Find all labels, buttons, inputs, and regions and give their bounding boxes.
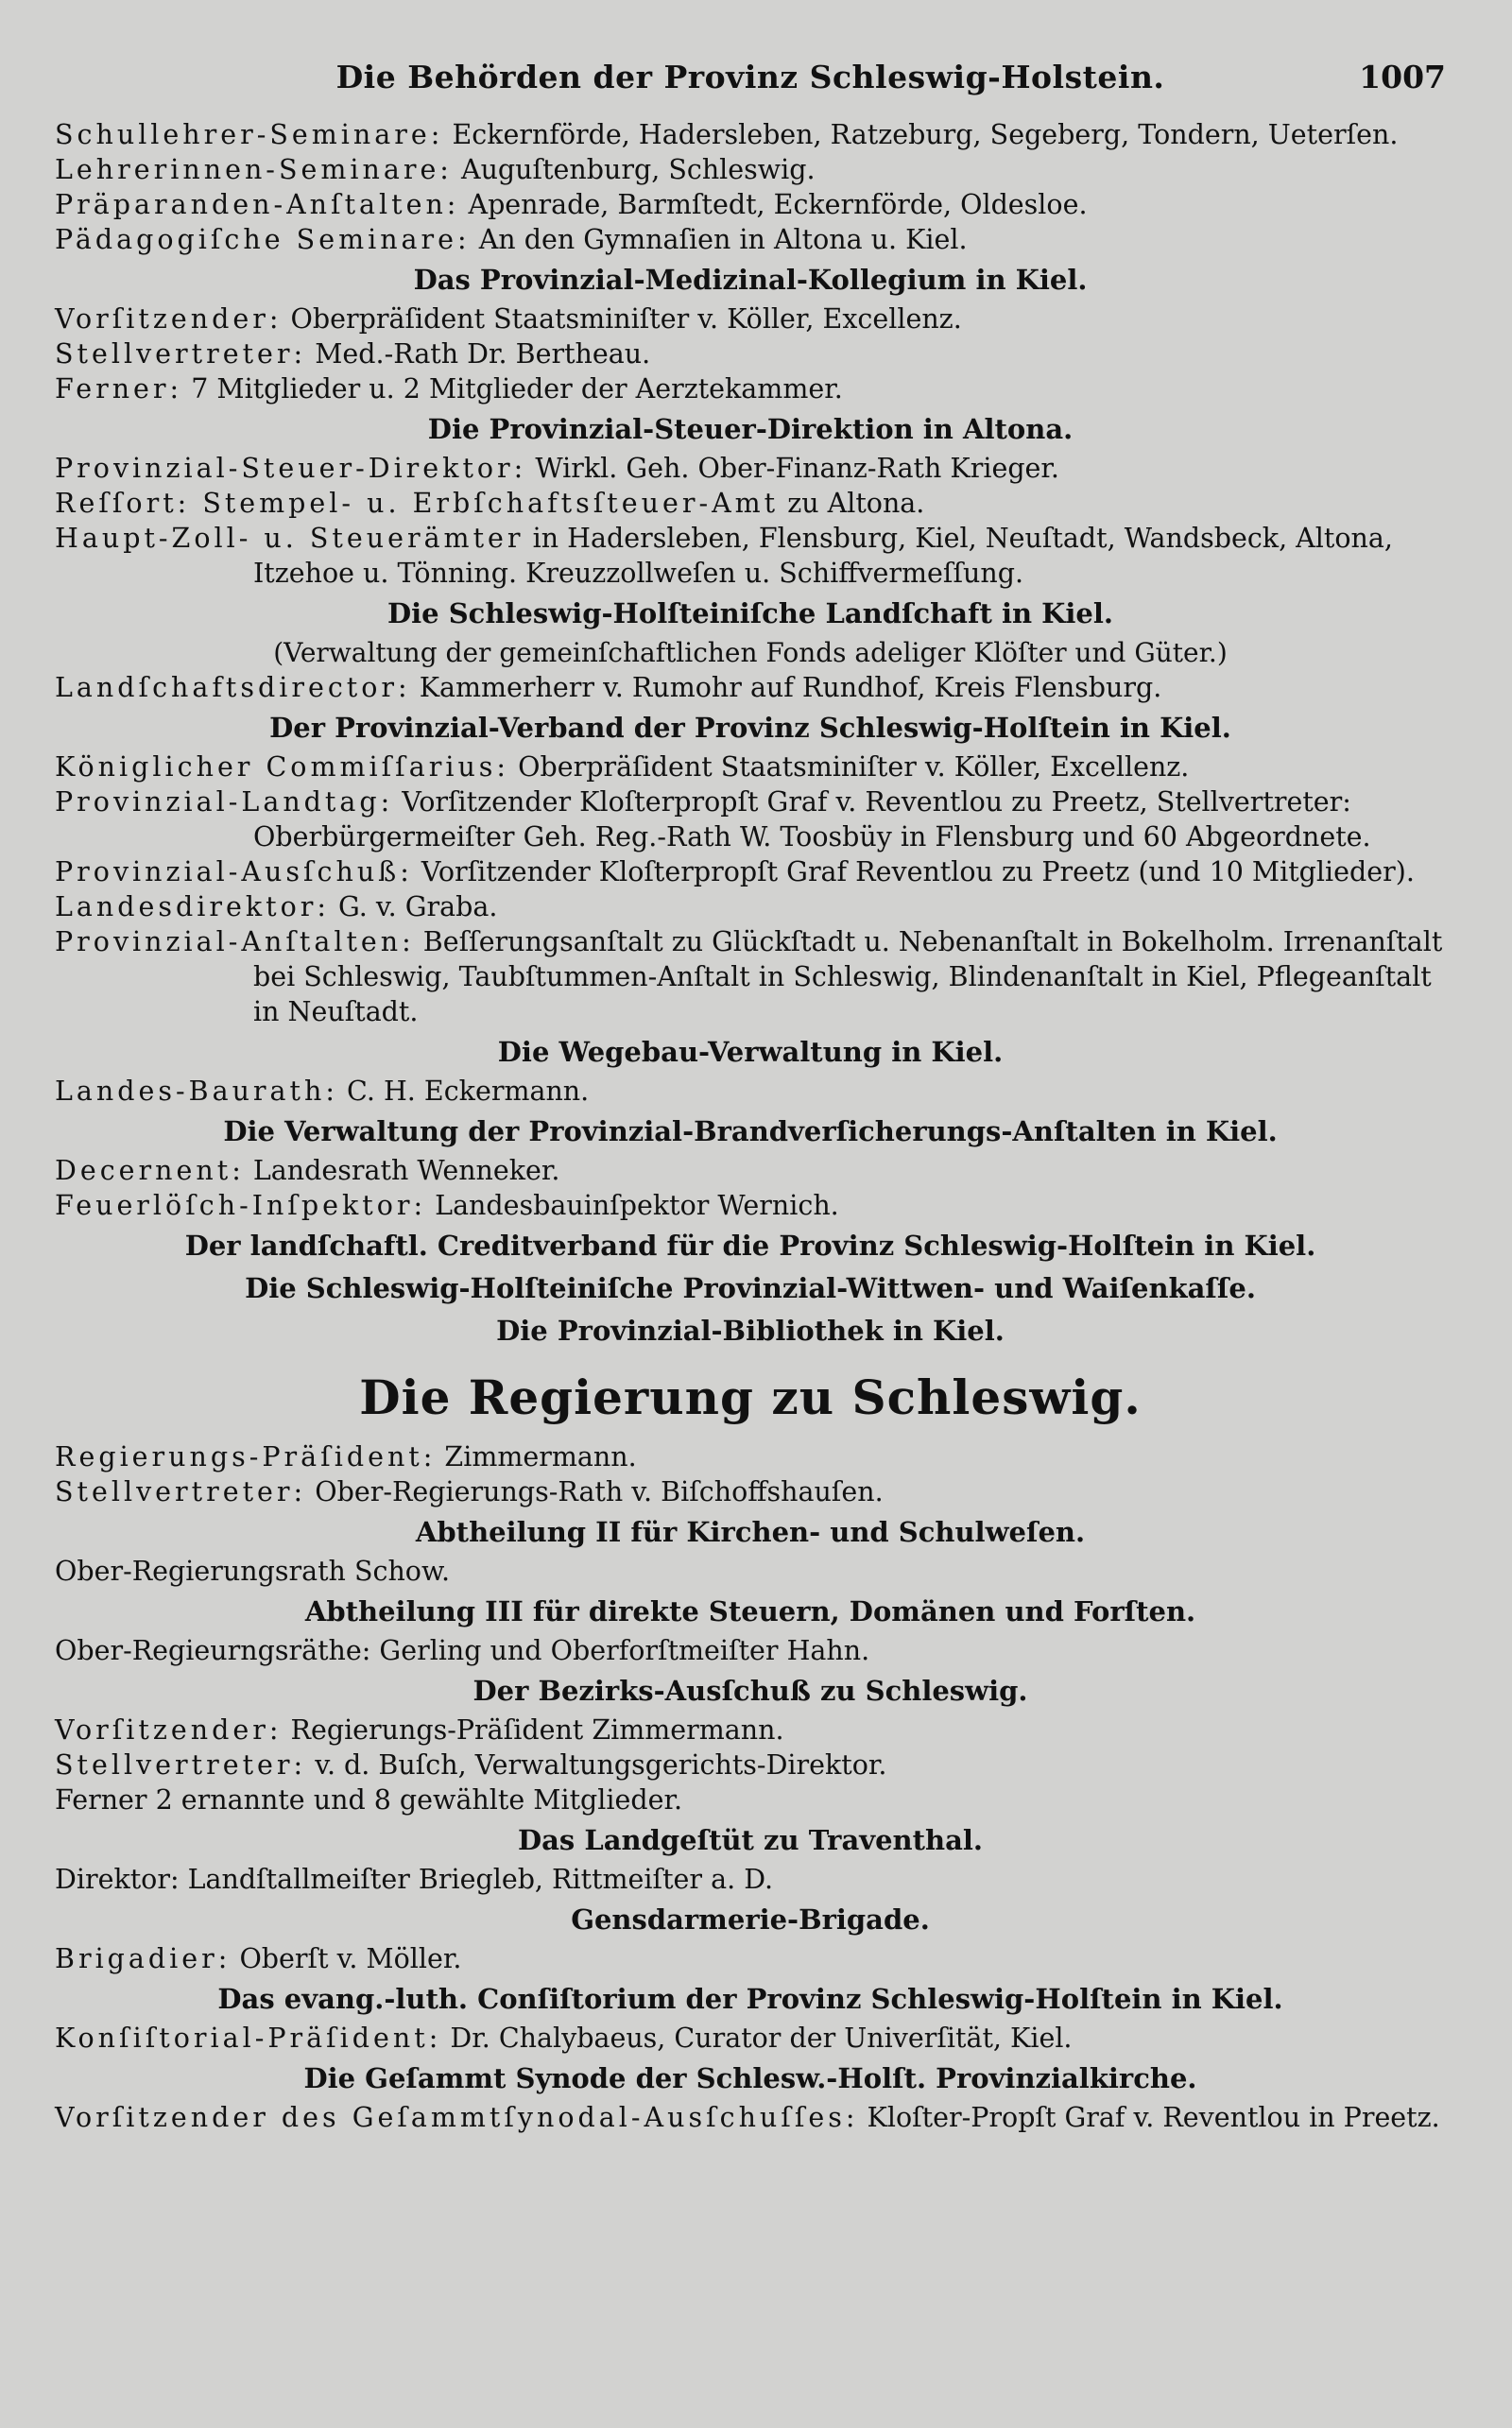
entry <box>55 784 1446 854</box>
entry <box>55 1782 1446 1817</box>
entry-label: Provinzial-Ausſchuß: <box>55 856 413 887</box>
section-heading: Die Geſammt Synode der Schlesw.-Holſt. Provinzialkirche. <box>303 2062 1197 2094</box>
entry <box>55 451 1446 486</box>
entry-label: Haupt-Zoll- u. Steuerämter <box>55 523 524 554</box>
entry-label: Vorſitzender: <box>55 303 283 335</box>
section-heading: Die Provinzial-Steuer-Direktion in Altona. <box>427 413 1074 445</box>
entry <box>55 1474 1446 1509</box>
section-heading: Der landſchaftl. Creditverband für die Provinz Schleswig-Holſtein in Kiel. <box>184 1230 1316 1262</box>
entry <box>55 521 1446 591</box>
section-heading: Der Provinzial-Verband der Provinz Schleswig-Holſtein in Kiel. <box>269 712 1231 744</box>
section-heading: Abtheilung II für Kirchen- und Schulweſen. <box>415 1516 1086 1548</box>
entry-label: Lehrerinnen-Seminare: <box>55 154 453 185</box>
section-heading: Die Provinzial-Bibliothek in Kiel. <box>496 1315 1005 1347</box>
entry-text: Landesbauinſpektor Wernich. <box>435 1190 839 1221</box>
entry-label: Pädagogiſche Seminare: <box>55 224 471 255</box>
page-header <box>55 59 1446 112</box>
entry-label: Stellvertreter: <box>55 1749 307 1781</box>
section-heading: Abtheilung III für direkte Steuern, Domänen und Forſten. <box>304 1595 1196 1627</box>
entry <box>55 117 1446 152</box>
section-heading: Gensdarmerie-Brigade. <box>571 1903 930 1936</box>
section-heading: Der Bezirks-Ausſchuß zu Schleswig. <box>472 1675 1028 1707</box>
section-heading: Die Wegebau-Verwaltung in Kiel. <box>497 1036 1004 1068</box>
entry-text: Apenrade, Barmſtedt, Eckernförde, Oldesloe. <box>468 189 1088 220</box>
section-heading: Das evang.-luth. Conſiſtorium der Provinz Schleswig-Holſtein in Kiel. <box>217 1983 1283 2015</box>
section-heading: Die Verwaltung der Provinzial-Brandverſicherungs-Anſtalten in Kiel. <box>223 1115 1278 1147</box>
entry-label: Regierungs-Präſident: <box>55 1441 437 1472</box>
entry-text: Direktor: Landſtallmeiſter Briegleb, Rittmeiſter a. D. <box>55 1864 774 1895</box>
entry-text: G. v. Graba. <box>338 891 498 922</box>
entry <box>55 1554 1446 1589</box>
entry-text: Kammerherr v. Rumohr auf Rundhof, Kreis Flensburg. <box>419 672 1162 703</box>
entry-label: Stellvertreter: <box>55 338 307 370</box>
entry-text: Zimmermann. <box>444 1441 637 1472</box>
entry-label: Brigadier: <box>55 1943 232 1974</box>
entry-label: Stellvertreter: <box>55 1476 307 1507</box>
entry <box>55 2100 1446 2135</box>
entry <box>55 1713 1446 1748</box>
entry-label: Landſchaftsdirector: <box>55 672 411 703</box>
entry <box>55 670 1446 705</box>
entry <box>55 1074 1446 1109</box>
section-subheading: (Verwaltung der gemeinſchaftlichen Fonds adeliger Klöſter und Güter.) <box>273 637 1228 668</box>
entry-text: 7 Mitglieder u. 2 Mitglieder der Aerztekammer. <box>191 373 843 405</box>
entry-text: Ober-Regieurngsräthe: Gerling und Oberforſtmeiſter Hahn. <box>55 1635 870 1666</box>
entry-label: Vorſitzender: <box>55 1714 283 1746</box>
entry-text: Kloſter-Propſt Graf v. Reventlou in Preetz. <box>867 2102 1440 2133</box>
entry <box>55 152 1446 187</box>
entry <box>55 1153 1446 1188</box>
section-heading: Das Landgeſtüt zu Traventhal. <box>517 1824 984 1856</box>
entry-text: Eckernförde, Hadersleben, Ratzeburg, Segeberg, Tondern, Ueterſen. <box>452 119 1399 150</box>
entry <box>55 889 1446 924</box>
entry <box>55 1748 1446 1782</box>
entry <box>55 301 1446 336</box>
entry-text: Dr. Chalybaeus, Curator der Univerſität, Kiel. <box>450 2023 1073 2054</box>
entry-text: Vorſitzender Kloſterpropſt Graf Reventlou zu Preetz (und 10 Mitglieder). <box>421 856 1415 887</box>
entry <box>55 1188 1446 1223</box>
entry-label: Provinzial-Steuer-Direktor: <box>55 453 527 484</box>
entry-label: Königlicher Commiſſarius: <box>55 751 510 783</box>
entry-text: Regierungs-Präſident Zimmermann. <box>290 1714 784 1746</box>
entry <box>55 187 1446 222</box>
running-title: Die Behörden der Provinz Schleswig-Holstein. <box>335 59 1165 95</box>
entry-text: Wirkl. Geh. Ober-Finanz-Rath Krieger. <box>535 453 1059 484</box>
page-number: 1007 <box>1359 59 1446 95</box>
entry <box>55 336 1446 371</box>
entry-label: Provinzial-Landtag: <box>55 786 394 818</box>
section-heading: Die Schleswig-Holſteiniſche Provinzial-Wittwen- und Waiſenkaſſe. <box>245 1272 1256 1304</box>
entry-text: Med.-Rath Dr. Bertheau. <box>315 338 651 370</box>
entry <box>55 749 1446 784</box>
entry <box>55 1862 1446 1897</box>
entry-label: Decernent: <box>55 1155 245 1186</box>
entry-text: Ober-Regierungsrath Schow. <box>55 1556 451 1587</box>
entry-text: v. d. Buſch, Verwaltungsgerichts-Direktor. <box>315 1749 887 1781</box>
entry-text: zu Altona. <box>787 488 925 519</box>
entry-label: Feuerlöſch-Inſpektor: <box>55 1190 427 1221</box>
entry-text: An den Gymnaſien in Altona u. Kiel. <box>478 224 968 255</box>
section-heading: Das Provinzial-Medizinal-Kollegium in Kiel. <box>413 264 1088 296</box>
entry <box>55 486 1446 521</box>
entry-text: Auguſtenburg, Schleswig. <box>460 154 816 185</box>
entry-text: Landesrath Wenneker. <box>252 1155 560 1186</box>
entry-label: Ferner: <box>55 373 183 405</box>
entry <box>55 1439 1446 1474</box>
entry <box>55 222 1446 257</box>
entry-text: Oberſt v. Möller. <box>239 1943 462 1974</box>
entry-label: Landesdirektor: <box>55 891 330 922</box>
entry-label: Provinzial-Anſtalten: <box>55 926 415 957</box>
entry <box>55 1633 1446 1668</box>
entry-label: Schullehrer-Seminare: <box>55 119 444 150</box>
entry-label: Präparanden-Anſtalten: <box>55 189 460 220</box>
entry-text: Oberpräſident Staatsminiſter v. Köller, Excellenz. <box>290 303 962 335</box>
page-body <box>55 117 1446 2135</box>
section-title: Die Regierung zu Schleswig. <box>359 1369 1142 1425</box>
entry-text: Ober-Regierungs-Rath v. Biſchoffshauſen. <box>315 1476 884 1507</box>
entry <box>55 1941 1446 1976</box>
entry-text: Ferner 2 ernannte und 8 gewählte Mitglieder. <box>55 1784 683 1816</box>
entry-text: Oberpräſident Staatsminiſter v. Köller, Excellenz. <box>518 751 1190 783</box>
entry-label: Landes-Baurath: <box>55 1076 338 1107</box>
entry <box>55 2021 1446 2056</box>
entry-text: Vorſitzender Kloſterpropſt Graf v. Reventlou zu Preetz, Stellvertreter: Oberbürgermeiſter Geh. Reg.-Rath W. Toosbüy in Flensburg und 60 Abgeordnete. <box>253 786 1371 852</box>
entry <box>55 924 1446 1029</box>
entry-text: Beſſerungsanſtalt zu Glückſtadt u. Nebenanſtalt in Bokelholm. Irrenanſtalt bei Schleswig, Taubſtummen-Anſtalt in Schleswig, Blindenanſtalt in Kiel, Pflegeanſtalt in Neuſtadt. <box>253 926 1443 1027</box>
section-heading: Die Schleswig-Holſteiniſche Landſchaft in Kiel. <box>387 597 1113 629</box>
entry-label: Reſſort: Stempel- u. Erbſchaftsſteuer-Amt <box>55 488 780 519</box>
entry <box>55 371 1446 406</box>
entry <box>55 854 1446 889</box>
entry-text: C. H. Eckermann. <box>347 1076 590 1107</box>
entry-label: Konſiſtorial-Präſident: <box>55 2023 442 2054</box>
entry-label: Vorſitzender des Geſammtſynodal-Ausſchuſſes: <box>55 2102 859 2133</box>
entry-text: in Hadersleben, Flensburg, Kiel, Neuſtadt, Wandsbeck, Altona, Itzehoe u. Tönning. Kreuzzollweſen u. Schiffvermeſſung. <box>253 523 1393 589</box>
